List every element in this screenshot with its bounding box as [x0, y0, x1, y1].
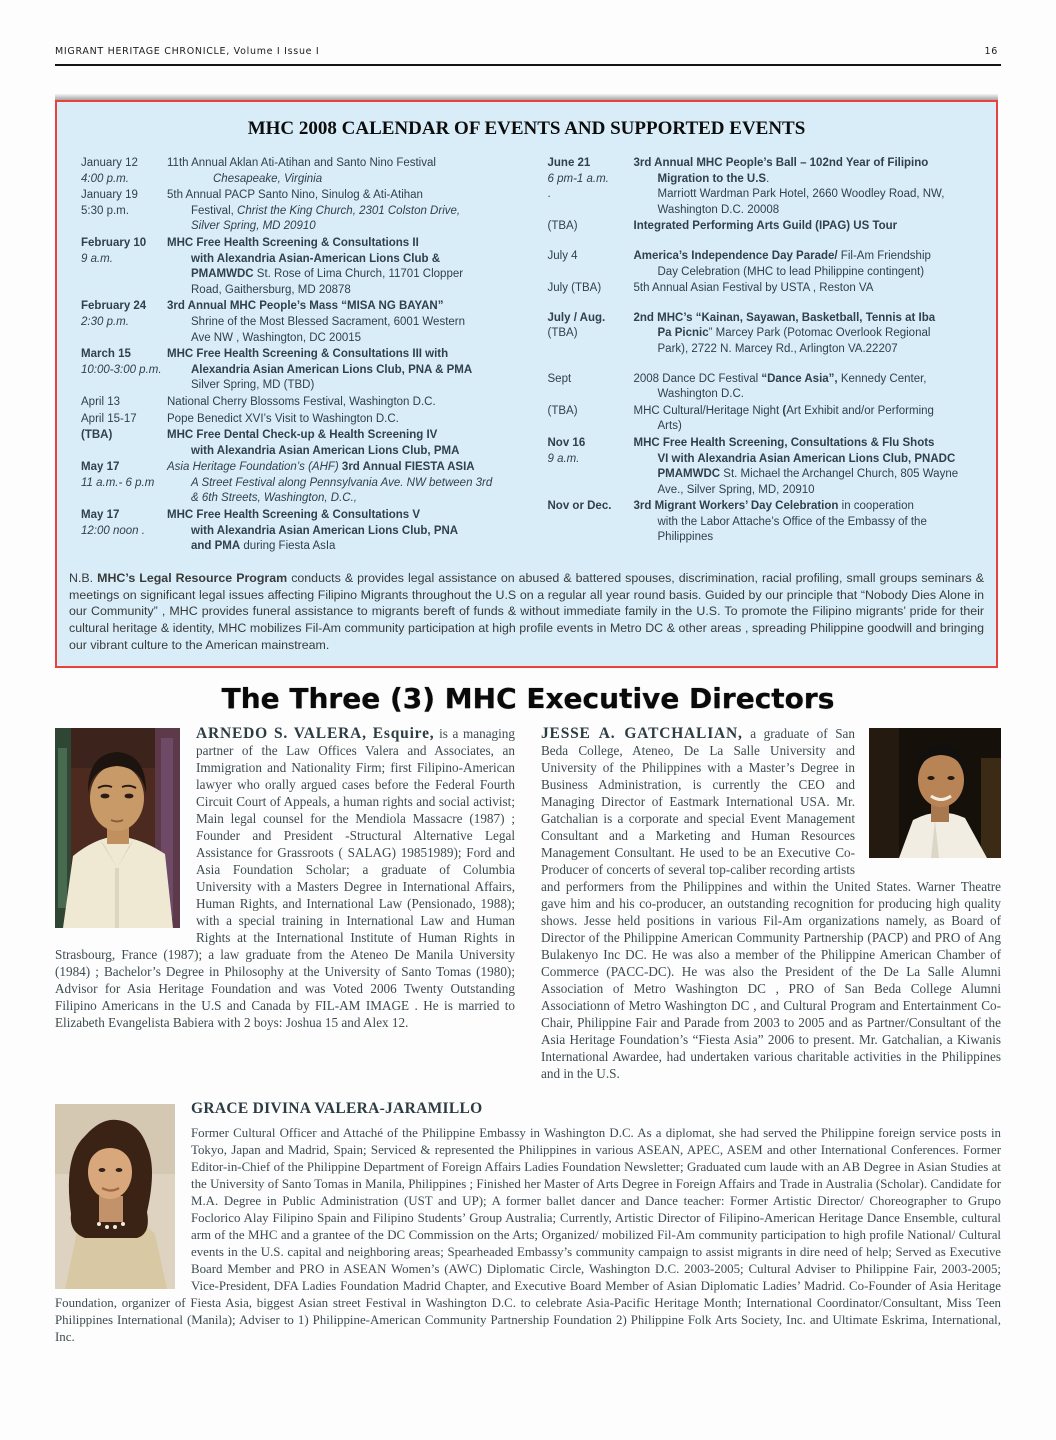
event-description	[167, 395, 520, 411]
directors-heading: The Three (3) MHC Executive Directors	[221, 681, 835, 715]
legal-note-program: MHC’s Legal Resource Program	[97, 570, 288, 585]
event-text-segment: 5th Annual Asian Festival by USTA , Reston VA	[633, 282, 874, 295]
event-text-segment: Washington D.C.	[657, 388, 744, 401]
event-description	[167, 299, 520, 346]
event-description	[634, 281, 987, 297]
event-text-segment: & 6th Streets, Washington, D.C.,	[191, 492, 357, 505]
event-description	[634, 156, 987, 218]
event-text-segment: Ave NW , Washington, DC 20015	[191, 331, 362, 344]
legal-note	[69, 570, 984, 654]
calendar-event	[67, 347, 520, 394]
event-text-segment: Philippines	[657, 531, 714, 544]
calendar-event	[534, 311, 987, 358]
event-description	[167, 412, 520, 428]
event-text-segment: Kennedy Center,	[837, 372, 927, 385]
event-text-segment: Integrated Performing Arts Guild (IPAG) US Tour	[633, 220, 898, 233]
event-text-segment: PMAMWDC	[191, 268, 254, 281]
masthead	[0, 0, 1056, 64]
grace-photo	[55, 1104, 175, 1289]
event-text-segment: MHC Free Health Screening & Consultations II	[167, 236, 419, 249]
event-text-segment: 2nd MHC’s “Kainan, Sayawan, Basketball, Tennis at Iba	[633, 311, 936, 324]
event-text-segment: MHC Free Dental Check-up & Health Screening IV	[167, 429, 438, 442]
event-date: March 15 10:00-3:00 p.m.	[81, 348, 162, 376]
event-text-segment: Park), 2722 N. Marcey Rd., Arlington VA.22207	[657, 342, 898, 355]
event-text-segment: .	[766, 172, 770, 185]
event-description	[167, 188, 520, 235]
grace-bio-text: Former Cultural Officer and Attaché of the Philippine Embassy in Washington D.C. As a diplomat, she had served the Philippine foreign service posts in Tokyo, Japan and Madrid, Spain; Serviced & represented the Philippines in various ASEAN, APEC, ASEM and other International Conferences. Former Editor-in-Chief of the Philippine Department of Foreign Affairs Ladies Foundation Newsletter; Graduated cum laude with an AB Degree in Asian Studies at the University of Santo Tomas in Manila, Philippines ; Finished her Master of Arts Degree in Foreign Affairs and Trade in Australia (Scholar). Candidate for M.A. Degree in Public Administration (UST and UP); A former ballet dancer and Dance teacher: Former Artistic Director/ Choreographer to Grupo Foclorico Alay Filipino Spain and Filipino Students’ Group Australia; Currently, Artistic Director of Filipino-American Heritage Dance Ensemble, cultural arm of the MHC and a grantee of the DC Commission on the Arts; Organized/ mobilized Fil-Am community participation to high profile National/ Cultural events in the U.S. capital and neighboring areas; Spearheaded Embassy’s community campaign to assist migrants in dire need of help; Served as Executive Board Member and PRO in ASEAN Women’s (AWC) Diplomatic Circle, Washington D.C. 2003-2005; Cultural Adviser to Philippine Fair, 2003-2005; Vice-President, DFA Ladies Foundation Madrid Chapter, and Executive Board Member of Asian Diplomatic Ladies’ Madrid. Co-Founder of Asia Heritage Foundation, organizer of Fiesta Asia, biggest Asian street Festival in Washington D.C. to celebrate Asia-Pacific Heritage Month; International Coordinator/Consultant, Miss Teen Philippines International (Manila); Adviser to 1) Philippine-American Community Partnership Foundation 2) Philippine Folk Arts Society, Inc. and Ultimate Eskrima, International, Inc.	[55, 1125, 1001, 1344]
event-text-segment: 3rd Annual MHC People’s Mass “MISA NG BAYAN”	[167, 300, 444, 313]
event-text-segment: Silver Spring, MD 20910	[191, 220, 316, 233]
legal-note-prefix: N.B.	[69, 570, 98, 585]
calendar-event	[67, 508, 520, 555]
event-description	[167, 428, 520, 459]
jesse-bio-text: a graduate of San Beda College, Ateneo, De La Salle University and University of the Philippines with a Master’s Degree in Business Administration, is currently the CEO and Managing Director of Eastmark International USA. Mr. Gatchalian is a corporate and special Event Management Consultant and a Marketing and Human Resources Management Consultant. He used to be an Executive Co-Producer of concerts of several top-caliber recording artists and performers from the Philippines and within the United States. Warner Theatre gave him and his co-producer, an outstanding recognition for producing high quality shows. Jesse held positions in various Fil-Am organizations namely, as Board of Director of the Philippine American Community Partnership (PACP) and PRO of Ang Bulakenyo Inc DC. He was also a member of the Philippine American Chamber of Commerce (PACC-DC). He was also the President of the De La Salle Alumni Association of Metro Washington DC , PRO of San Beda College Alumni Associationn of Metro Washington DC , and Cultural Program and Entertainment Co-Chair, Philippine Fair and Parade from 2003 to 2005 and as Partner/Consultant of the Asia Heritage Foundation’s “Fiesta Asia” 2006 to present. Mr. Gatchalian, a Kiwanis International Awardee, had undertaken various charitable activities in the Philippines and in the U.S.	[541, 725, 1001, 1081]
event-text-segment: Asia Heritage Foundation’s (AHF)	[167, 461, 342, 474]
event-text-segment: Day Celebration (MHC to lead Philippine contingent)	[657, 265, 925, 278]
calendar-event	[534, 404, 987, 435]
event-description	[167, 156, 520, 187]
event-date: January 19 5:30 p.m.	[81, 189, 138, 217]
event-description	[634, 436, 987, 498]
event-text-segment: Migration to the U.S	[657, 172, 767, 185]
event-date: May 17 11 a.m.- 6 p.m	[81, 461, 155, 489]
bio-grace	[55, 1100, 1001, 1346]
calendar-event	[67, 412, 520, 428]
event-description	[167, 236, 520, 298]
event-text-segment: Pope Benedict XVI’s Visit to Washington D.C.	[167, 412, 399, 425]
event-text-segment: with Alexandria Asian-American Lions Club &	[191, 252, 440, 265]
masthead-title: MIGRANT HERITAGE CHRONICLE, Volume I Issue I	[55, 46, 320, 57]
event-text-segment: Washington D.C. 20008	[657, 203, 780, 216]
event-text-segment: 3rd Annual FIESTA ASIA	[341, 461, 475, 474]
calendar-event	[534, 156, 987, 218]
arnedo-bio-text: is a managing partner of the Law Offices Valera and Associates, an Immigration and Nationality Firm; first Filipino-American lawyer who orally argued cases before the Federal Fourth Circuit Court of Appeals, a human rights and social activist; Main legal counsel for the Mendiola Massacre (1987) ; Founder and President -Structural Alternative Legal Assistance for Grassroots ( SALAG) 19851989); Ford and Asia Foundation Scholar; a graduate of Columbia University with a Masters Degree in International Affairs, Human Rights, and International Law (Pensionado, 1988); with a special training in International Law and Human Rights at the International Institute of Human Rights in Strasbourg, France (1987); a law graduate from the Ateneo De Manila University (1984) ; Bachelor’s Degree in Philosophy at the University of Santo Tomas (1980); Advisor for Asia Heritage Foundation and was Voted 2006 Twenty Outstanding Filipino Americans in the U.S and Canada by FIL-AM IMAGE . He is married to Elizabeth Evangelista Babiera with 2 boys: Joshua 15 and Alex 12.	[55, 725, 515, 1030]
event-description	[634, 404, 987, 435]
calendar-column-left	[67, 156, 520, 556]
event-date: (TBA)	[547, 220, 578, 233]
jesse-name: JESSE A. GATCHALIAN,	[541, 724, 743, 742]
event-text-segment: St. Michael the Archangel Church, 805 Wayne	[720, 468, 959, 481]
event-date: July / Aug. (TBA)	[547, 311, 606, 340]
event-text-segment: Chesapeake, Virginia	[213, 172, 323, 185]
event-date: July 4	[547, 249, 578, 262]
event-text-segment: 3rd Annual MHC People’s Ball – 102nd Year of Filipino	[633, 157, 929, 169]
event-text-segment: Alexandria Asian American Lions Club, PNA & PMA	[191, 363, 473, 376]
event-date: April 13	[81, 395, 120, 408]
event-date: June 21 6 pm-1 a.m. .	[547, 157, 609, 201]
event-description	[634, 219, 987, 235]
event-text-segment: Arts)	[657, 420, 682, 433]
event-text-segment: (	[782, 404, 787, 417]
event-date: Nov or Dec.	[547, 500, 612, 513]
event-text-segment: Pa Picnic	[657, 327, 709, 340]
event-text-segment: MHC Free Health Screening & Consultations III with	[167, 348, 449, 361]
event-date: February 24 2:30 p.m.	[81, 300, 147, 328]
event-date: (TBA)	[81, 429, 113, 442]
bio-jesse	[541, 725, 1001, 1082]
event-text-segment: MHC Free Health Screening, Consultations & Flu Shots	[633, 436, 935, 449]
event-description	[167, 508, 520, 555]
event-text-segment: Road, Gaithersburg, MD 20878	[191, 283, 351, 296]
calendar-event	[67, 299, 520, 346]
calendar-event	[67, 460, 520, 507]
event-text-segment: 11th Annual Aklan Ati-Atihan and Santo Nino Festival	[167, 157, 436, 169]
directors-bios	[55, 725, 1001, 1082]
event-text-segment: and PMA	[191, 540, 241, 553]
calendar-box	[55, 100, 998, 668]
calendar-event	[534, 499, 987, 546]
event-date: April 15-17	[81, 412, 137, 425]
arnedo-photo	[55, 728, 180, 928]
event-date: July (TBA)	[547, 282, 602, 295]
event-text-segment: in cooperation	[838, 500, 914, 513]
event-text-segment: 5th Annual PACP Santo Nino, Sinulog & Ati-Atihan	[167, 189, 423, 202]
calendar-event	[534, 249, 987, 280]
event-date: (TBA)	[547, 404, 578, 417]
calendar-section	[55, 94, 998, 668]
calendar-event	[67, 236, 520, 298]
calendar-event	[534, 219, 987, 235]
calendar-event	[534, 436, 987, 498]
event-date: January 12 4:00 p.m.	[81, 157, 138, 185]
event-description	[167, 460, 520, 507]
calendar-columns	[67, 156, 986, 556]
grace-name: GRACE DIVINA VALERA-JARAMILLO	[191, 1099, 483, 1117]
bio-arnedo	[55, 725, 515, 1082]
event-text-segment: during Fiesta AsIa	[240, 540, 336, 553]
event-text-segment: MHC Free Health Screening & Consultations V	[167, 509, 421, 522]
page-number: 16	[984, 46, 998, 57]
event-description	[634, 249, 987, 280]
legal-note-body: conducts & provides legal assistance on abused & battered spouses, discrimination, racial profiling, small groups seminars & meetings on significant legal issues affecting Filipino Migrants throughout the U.S on a regular all year round basis. Guided by our principle that “Nobody Dies Alone in our Community” , MHC provides funeral assistance to migrants bereft of funds & without immediate family in the U.S. To promote the Filipino migrants’ pride for their cultural heritage & identity, MHC mobilizes Fil-Am community participation at high profile events in Metro DC & other areas , spreading Philippine goodwill and bringing our vibrant culture to the American mainstream.	[69, 570, 984, 653]
event-description	[634, 499, 987, 546]
event-text-segment: with Alexandria Asian American Lions Club, PMA	[191, 444, 460, 457]
event-text-segment: Art Exhibit and/or Performing	[786, 404, 934, 417]
event-text-segment: National Cherry Blossoms Festival, Washington D.C.	[167, 395, 436, 408]
event-description	[167, 347, 520, 394]
event-date: Nov 16 9 a.m.	[547, 436, 586, 465]
event-text-segment: PMAMWDC	[657, 468, 721, 481]
calendar-event	[67, 156, 520, 187]
event-description	[634, 372, 987, 403]
event-date: May 17 12:00 noon .	[81, 509, 145, 537]
event-date: Sept	[547, 372, 572, 385]
calendar-event	[534, 372, 987, 403]
event-text-segment: Festival,	[191, 204, 238, 217]
calendar-event	[534, 281, 987, 297]
event-text-segment: with Alexandria Asian American Lions Club, PNA	[191, 524, 459, 537]
event-date: February 10 9 a.m.	[81, 236, 147, 265]
masthead-rule	[55, 64, 1001, 66]
event-text-segment: Ave., Silver Spring, MD, 20910	[657, 483, 815, 496]
calendar-title: MHC 2008 CALENDAR OF EVENTS AND SUPPORTED EVENTS	[247, 118, 806, 139]
event-text-segment: Marriott Wardman Park Hotel, 2660 Woodley Road, NW,	[657, 188, 945, 201]
event-text-segment: MHC Cultural/Heritage Night	[633, 404, 783, 417]
event-text-segment: Shrine of the Most Blessed Sacrament, 6001 Western	[191, 315, 466, 328]
event-text-segment: VI with Alexandria Asian American Lions Club, PNADC	[657, 452, 956, 465]
event-text-segment: St. Rose of Lima Church, 11701 Clopper	[253, 268, 464, 281]
event-text-segment: Fil-Am Friendship	[837, 249, 931, 262]
calendar-column-right	[534, 156, 987, 556]
calendar-event	[67, 188, 520, 235]
event-text-segment: America’s Independence Day Parade/	[633, 249, 838, 262]
calendar-event	[67, 428, 520, 459]
event-text-segment: “Dance Asia”,	[761, 372, 838, 385]
event-text-segment: with the Labor Attache’s Office of the Embassy of the	[657, 515, 927, 528]
event-text-segment: 3rd Migrant Workers’ Day Celebration	[633, 500, 839, 513]
event-text-segment: 2008 Dance DC Festival	[633, 372, 762, 385]
event-text-segment: Silver Spring, MD (TBD)	[191, 379, 315, 392]
event-text-segment: Christ the King Church, 2301 Colston Drive,	[237, 204, 461, 217]
event-text-segment: A Street Festival along Pennsylvania Ave. NW between 3rd	[191, 476, 493, 489]
jesse-photo	[869, 728, 1001, 858]
event-text-segment: ” Marcey Park (Potomac Overlook Regional	[708, 327, 931, 340]
arnedo-name: ARNEDO S. VALERA, Esquire,	[196, 724, 435, 742]
calendar-event	[67, 395, 520, 411]
event-description	[634, 311, 987, 358]
